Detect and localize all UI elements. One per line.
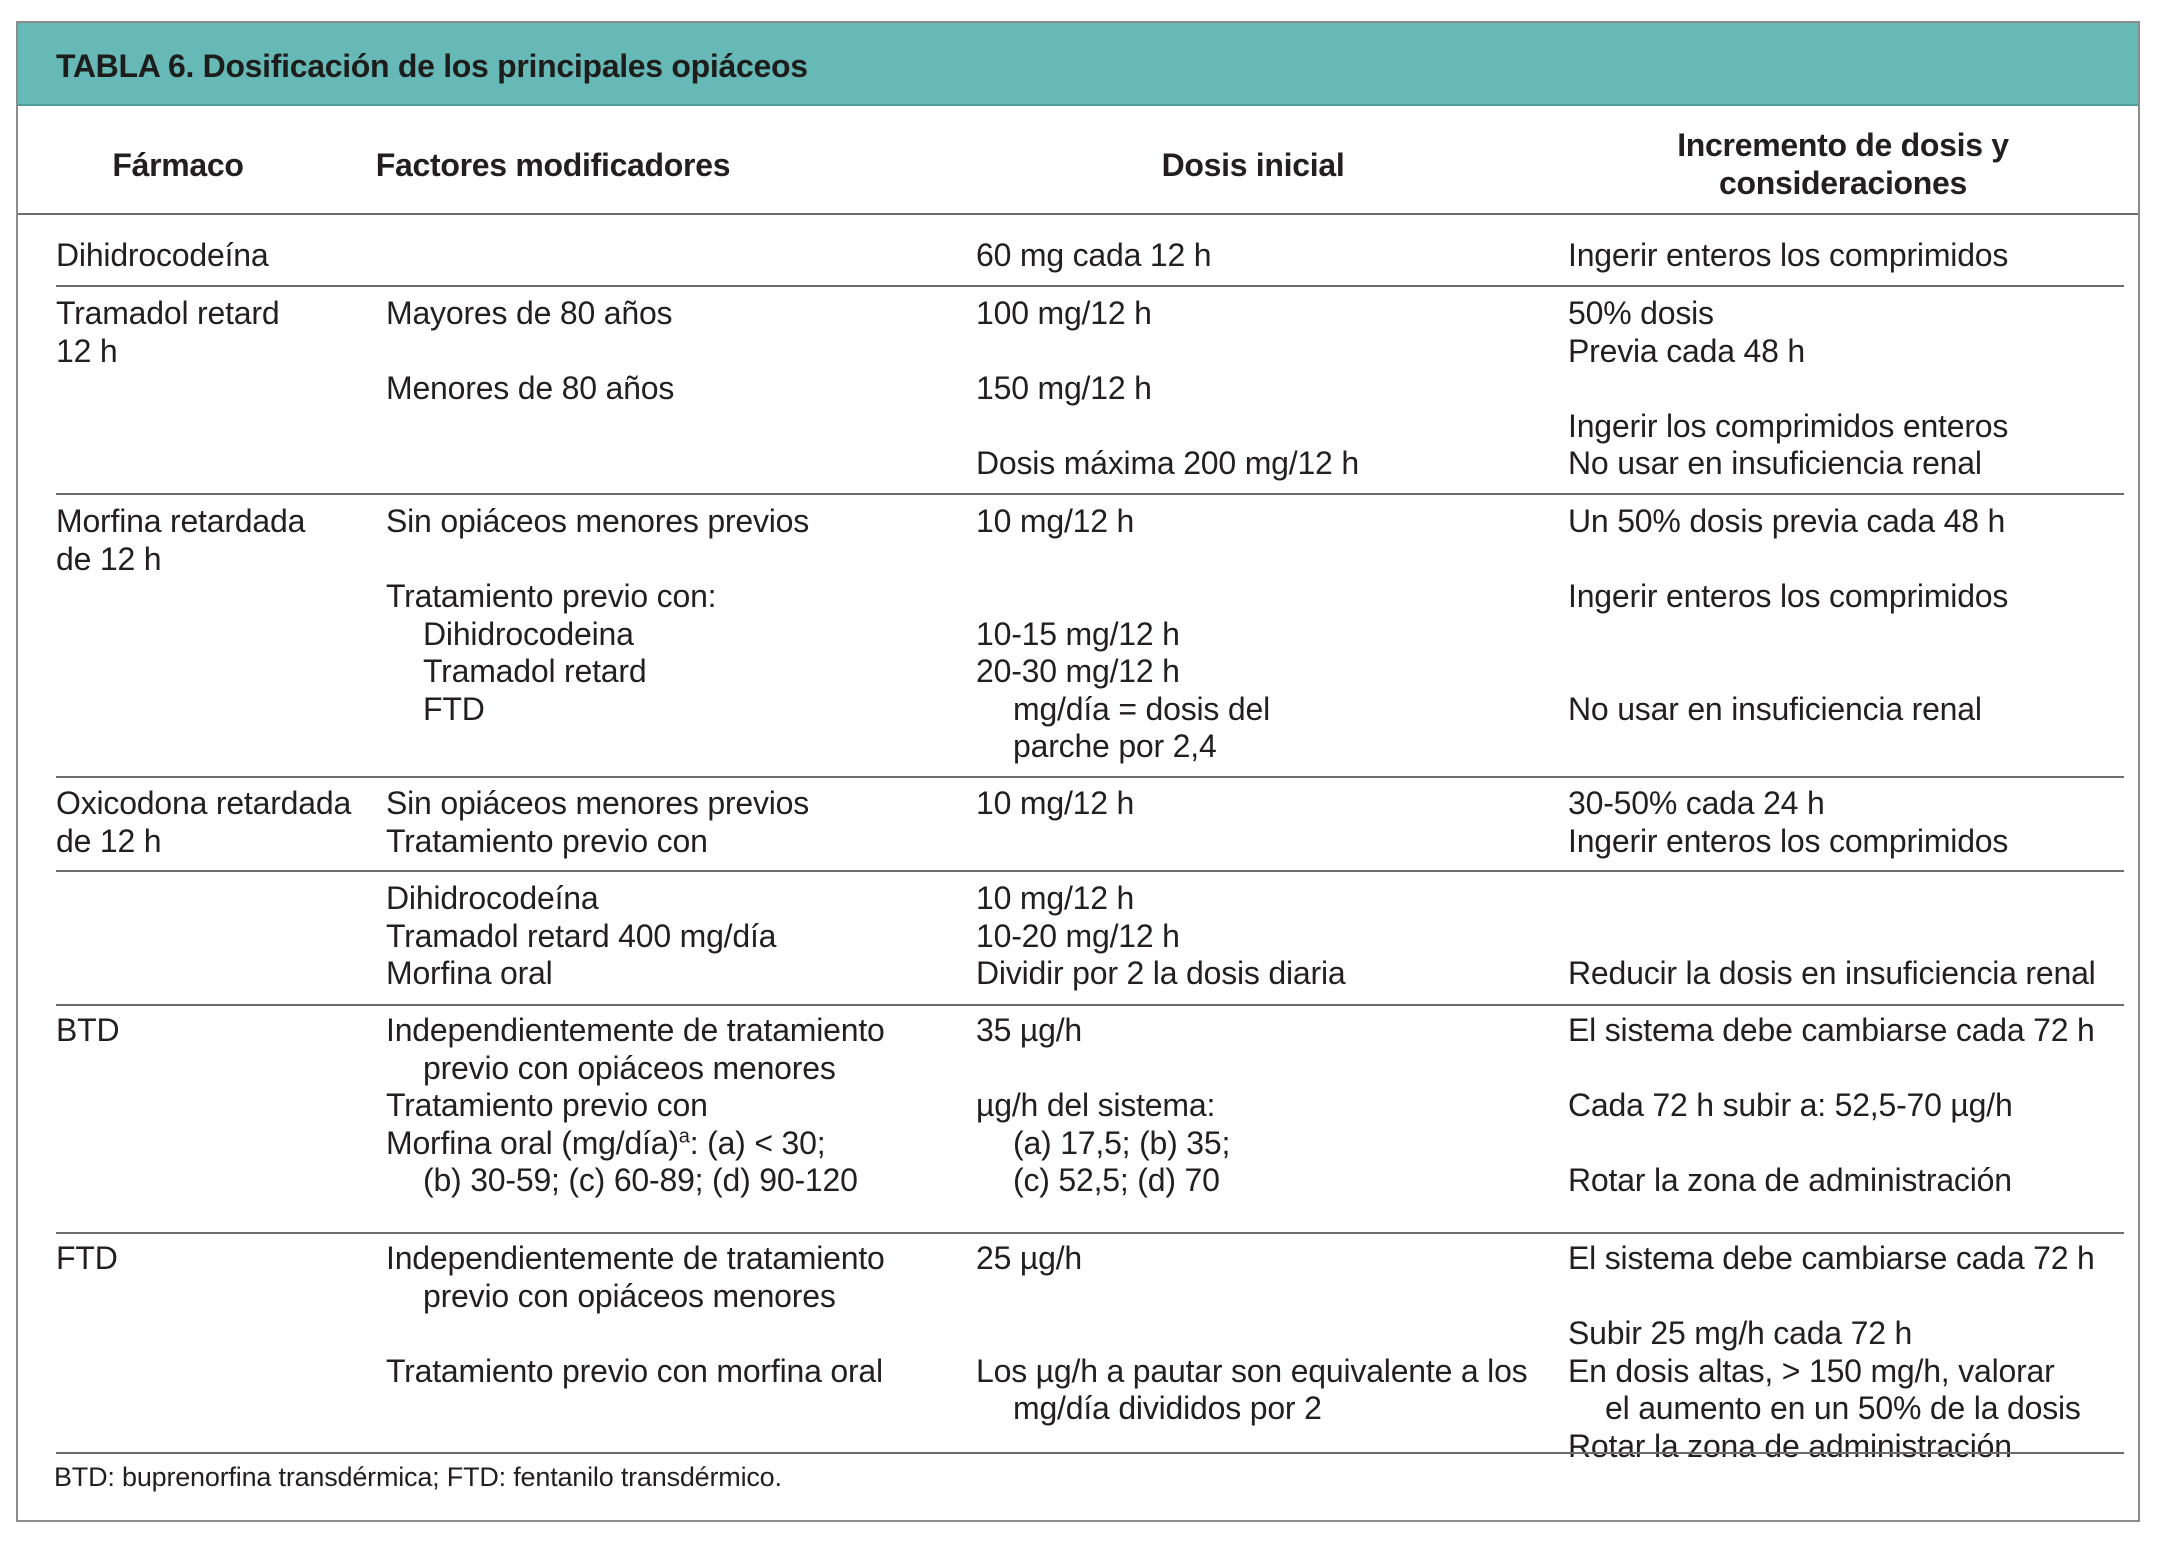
- table-cell: FTD: [423, 690, 485, 727]
- table-cell: 150 mg/12 h: [976, 370, 1152, 406]
- row-divider: [56, 776, 2124, 778]
- header-incremento: [1568, 126, 2118, 202]
- table-cell: Tramadol retard: [56, 295, 280, 331]
- table-cell: previo con opiáceos menores: [423, 1049, 836, 1086]
- table-footnote: BTD: buprenorfina transdérmica; FTD: fentanilo transdérmico.: [54, 1462, 782, 1492]
- header-factores: Factores modificadores: [375, 147, 731, 183]
- table-cell: Ingerir los comprimidos enteros: [1568, 407, 2009, 444]
- row-morfina-factores: [386, 503, 809, 728]
- table-cell: 10-20 mg/12 h: [976, 917, 1180, 954]
- row-ftd-farmaco: [56, 1240, 118, 1278]
- table-cell: parche por 2,4: [1013, 728, 1217, 764]
- table-cell: Tramadol retard 400 mg/día: [386, 917, 777, 954]
- table-cell: Oxicodona retardada: [56, 785, 352, 821]
- table-cell: mg/día divididos por 2: [1013, 1390, 1322, 1426]
- table-cell: Cada 72 h subir a: 52,5-70 µg/h: [1568, 1087, 2013, 1123]
- row-tramadol-factores: [386, 295, 674, 408]
- table-cell: Ingerir enteros los comprimidos: [1568, 578, 2009, 614]
- table-cell: 60 mg cada 12 h: [976, 237, 1212, 273]
- table-cell: 10 mg/12 h: [976, 785, 1135, 821]
- table-cell: mg/día = dosis del: [1013, 690, 1270, 727]
- table-cell: No usar en insuficiencia renal: [1568, 445, 1982, 481]
- table-cell: Un 50% dosis previa cada 48 h: [1568, 503, 2006, 539]
- table-cell: Tratamiento previo con morfina oral: [386, 1352, 883, 1389]
- table-bottom-divider: [56, 1452, 2124, 1454]
- table-title: TABLA 6. Dosificación de los principales opiáceos: [56, 48, 808, 84]
- table-cell: 10 mg/12 h: [976, 880, 1135, 916]
- row-btd-farmaco: [56, 1012, 119, 1050]
- row-btd-dosis: [976, 1012, 1230, 1200]
- header-farmaco: Fármaco: [112, 147, 244, 183]
- row-oxicodona-factores: [386, 785, 809, 860]
- row-dihidrocodeina-farmaco: [56, 237, 268, 275]
- row-ftd-factores: [386, 1240, 885, 1390]
- table-cell: Dihidrocodeína: [56, 237, 269, 273]
- table-cell: 35 µg/h: [976, 1012, 1083, 1048]
- row-oxicodona-dosis: [976, 785, 1134, 823]
- table-cell: Reducir la dosis en insuficiencia renal: [1568, 955, 2096, 991]
- row-morfina-dosis: [976, 503, 1270, 766]
- table-cell: Dihidrocodeina: [423, 615, 634, 652]
- table-cell: Rotar la zona de administración: [1568, 1162, 2012, 1198]
- table-cell: El sistema debe cambiarse cada 72 h: [1568, 1240, 2095, 1276]
- table-cell: 50% dosis: [1568, 295, 1714, 331]
- row-oxicodona-farmaco: [56, 785, 351, 860]
- row-oxicodona-previo-incremento: [1568, 880, 2096, 993]
- footnote-marker: a: [678, 1124, 690, 1147]
- table-cell: Ingerir enteros los comprimidos: [1568, 822, 2009, 859]
- table-cell: Tratamiento previo con:: [386, 578, 717, 614]
- row-divider: [56, 1232, 2124, 1234]
- table-cell: 25 µg/h: [976, 1240, 1083, 1276]
- table-cell: Morfina retardada: [56, 503, 306, 539]
- table-cell: Morfina oral: [386, 955, 553, 991]
- table-cell: 100 mg/12 h: [976, 295, 1152, 331]
- table-cell: Dosis máxima 200 mg/12 h: [976, 445, 1359, 481]
- row-tramadol-dosis: [976, 295, 1359, 483]
- table-cell: Rotar la zona de administración: [1568, 1427, 2012, 1464]
- row-ftd-dosis: [976, 1240, 1527, 1428]
- table-cell: 30-50% cada 24 h: [1568, 785, 1825, 821]
- row-btd-incremento: [1568, 1012, 2095, 1200]
- row-divider: [56, 285, 2124, 287]
- header-incremento-line2: consideraciones: [1718, 165, 1968, 201]
- table-cell-text: : (a) < 30;: [689, 1124, 826, 1161]
- row-btd-factores: [386, 1012, 885, 1200]
- row-morfina-incremento: [1568, 503, 2008, 728]
- table-cell: 10 mg/12 h: [976, 503, 1135, 539]
- row-dihidrocodeina-dosis: [976, 237, 1211, 275]
- table-cell: Independientemente de tratamiento: [386, 1012, 885, 1048]
- table-cell: Ingerir enteros los comprimidos: [1568, 237, 2009, 273]
- row-divider: [56, 870, 2124, 872]
- row-morfina-farmaco: [56, 503, 305, 578]
- row-dihidrocodeina-incremento: [1568, 237, 2008, 275]
- header-dosis: Dosis inicial: [1161, 147, 1345, 183]
- table-cell: [386, 1125, 885, 1163]
- header-incremento-line1: Incremento de dosis y: [1677, 127, 2009, 163]
- table-cell: Independientemente de tratamiento: [386, 1240, 885, 1276]
- table-cell: Los µg/h a pautar son equivalente a los: [976, 1352, 1528, 1389]
- table-title-bar: [18, 23, 2138, 106]
- table-cell: de 12 h: [56, 822, 162, 859]
- table-cell-text: Morfina oral (mg/día): [386, 1124, 679, 1161]
- row-divider: [56, 1004, 2124, 1006]
- table-cell: BTD: [56, 1012, 120, 1048]
- row-oxicodona-incremento: [1568, 785, 2008, 860]
- row-oxicodona-previo-factores: [386, 880, 776, 993]
- table-cell: El sistema debe cambiarse cada 72 h: [1568, 1012, 2095, 1048]
- table-cell: FTD: [56, 1240, 118, 1276]
- table-cell: Menores de 80 años: [386, 370, 675, 406]
- table-cell: 10-15 mg/12 h: [976, 615, 1180, 652]
- row-ftd-incremento: [1568, 1240, 2095, 1465]
- table-cell: (c) 52,5; (d) 70: [1013, 1162, 1220, 1198]
- table-cell: Tratamiento previo con: [386, 822, 708, 859]
- table-cell: Subir 25 mg/h cada 72 h: [1568, 1315, 1913, 1351]
- table-cell: previo con opiáceos menores: [423, 1277, 836, 1314]
- table-cell: Sin opiáceos menores previos: [386, 503, 810, 539]
- table-cell: de 12 h: [56, 540, 162, 577]
- table-cell: Dihidrocodeína: [386, 880, 599, 916]
- header-divider: [18, 213, 2138, 215]
- table-cell: (a) 17,5; (b) 35;: [1013, 1124, 1231, 1161]
- table-cell: Sin opiáceos menores previos: [386, 785, 810, 821]
- table-frame: [16, 21, 2140, 1522]
- table-cell: µg/h del sistema:: [976, 1087, 1216, 1123]
- table-cell: Tratamiento previo con: [386, 1087, 708, 1123]
- table-cell: Mayores de 80 años: [386, 295, 673, 331]
- row-tramadol-incremento: [1568, 295, 2008, 483]
- table-cell: (b) 30-59; (c) 60-89; (d) 90-120: [423, 1162, 858, 1198]
- table-cell: En dosis altas, > 150 mg/h, valorar: [1568, 1352, 2055, 1389]
- table-cell: Tramadol retard: [423, 653, 647, 689]
- table-cell: 20-30 mg/12 h: [976, 653, 1180, 689]
- table-cell: 12 h: [56, 332, 118, 369]
- table-cell: el aumento en un 50% de la dosis: [1605, 1390, 2081, 1426]
- table-cell: Previa cada 48 h: [1568, 332, 1805, 369]
- row-oxicodona-previo-dosis: [976, 880, 1345, 993]
- row-divider: [56, 493, 2124, 495]
- table-cell: No usar en insuficiencia renal: [1568, 690, 1982, 727]
- table-cell: Dividir por 2 la dosis diaria: [976, 955, 1346, 991]
- row-tramadol-farmaco: [56, 295, 279, 370]
